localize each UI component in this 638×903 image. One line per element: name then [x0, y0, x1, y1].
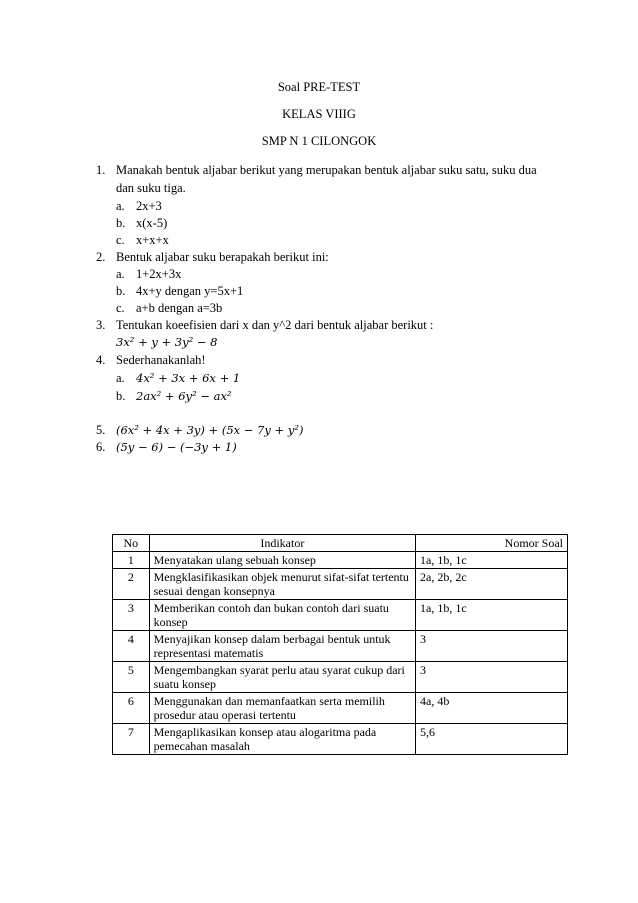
q4-option-a: 4x² + 3x + 6x + 1: [136, 371, 241, 385]
indicator-table: [112, 534, 568, 755]
table-row: [113, 631, 568, 662]
row-no: 2: [113, 569, 150, 600]
q2-option-c: a+b dengan a=3b: [136, 301, 223, 315]
table-row: [113, 600, 568, 631]
header-nomor-soal: Nomor Soal: [416, 535, 568, 552]
q1-option-letter: c.: [116, 233, 125, 247]
row-no: 3: [113, 600, 150, 631]
row-nomor-soal: 3: [416, 662, 568, 693]
row-indikator: Mengklasifikasikan objek menurut sifat-sifat tertentu sesuai dengan konsepnya: [149, 569, 415, 600]
row-no: 4: [113, 631, 150, 662]
q4-number: 4.: [96, 353, 106, 367]
q3-expression: 3x² + y + 3y² − 8: [116, 335, 218, 349]
header-indikator: Indikator: [149, 535, 415, 552]
row-no: 7: [113, 724, 150, 755]
q6-expression: (5y − 6) − (−3y + 1): [116, 440, 237, 454]
q2-option-letter: c.: [116, 301, 125, 315]
q1-option-letter: b.: [116, 216, 126, 230]
row-indikator: Menyatakan ulang sebuah konsep: [149, 552, 415, 569]
row-nomor-soal: 1a, 1b, 1c: [416, 600, 568, 631]
q5-number: 5.: [96, 423, 106, 437]
q3-text: Tentukan koeefisien dari x dan y^2 dari bentuk aljabar berikut :: [116, 318, 434, 332]
q2-option-b: 4x+y dengan y=5x+1: [136, 284, 244, 298]
row-indikator: Menggunakan dan memanfaatkan serta memilih prosedur atau operasi tertentu: [149, 693, 415, 724]
q4-option-letter: a.: [116, 371, 125, 385]
row-nomor-soal: 4a, 4b: [416, 693, 568, 724]
table-row: [113, 693, 568, 724]
q2-option-letter: b.: [116, 284, 126, 298]
q6-number: 6.: [96, 440, 106, 454]
row-no: 6: [113, 693, 150, 724]
q1-option-letter: a.: [116, 199, 125, 213]
q1-number: 1.: [96, 163, 106, 177]
doc-title: Soal PRE-TEST: [277, 80, 361, 94]
q5-expression: (6x² + 4x + 3y) + (5x − 7y + y²): [116, 423, 304, 437]
doc-school: SMP N 1 CILONGOK: [261, 134, 377, 148]
table-row: [113, 662, 568, 693]
q1-text-line2: dan suku tiga.: [116, 181, 186, 195]
q1-option-b: x(x-5): [136, 216, 168, 230]
row-nomor-soal: 2a, 2b, 2c: [416, 569, 568, 600]
q2-text: Bentuk aljabar suku berapakah berikut ini:: [116, 250, 329, 264]
q4-option-b: 2ax² + 6y² − ax²: [136, 389, 232, 403]
doc-class: KELAS VIIIG: [282, 107, 356, 121]
q2-option-letter: a.: [116, 267, 125, 281]
row-nomor-soal: 3: [416, 631, 568, 662]
q4-option-letter: b.: [116, 389, 126, 403]
q2-option-a: 1+2x+3x: [136, 267, 182, 281]
row-indikator: Mengembangkan syarat perlu atau syarat cukup dari suatu konsep: [149, 662, 415, 693]
q2-number: 2.: [96, 250, 106, 264]
header-no: No: [113, 535, 150, 552]
q1-option-c: x+x+x: [136, 233, 169, 247]
row-no: 1: [113, 552, 150, 569]
table-header-row: [113, 535, 568, 552]
q1-option-a: 2x+3: [136, 199, 162, 213]
q4-text: Sederhanakanlah!: [116, 353, 206, 367]
row-nomor-soal: 5,6: [416, 724, 568, 755]
row-no: 5: [113, 662, 150, 693]
row-indikator: Menyajikan konsep dalam berbagai bentuk untuk representasi matematis: [149, 631, 415, 662]
table-row: [113, 569, 568, 600]
table-row: [113, 724, 568, 755]
q1-text-line1: Manakah bentuk aljabar berikut yang merupakan bentuk aljabar suku satu, suku dua: [116, 163, 537, 177]
q3-number: 3.: [96, 318, 106, 332]
table-row: [113, 552, 568, 569]
row-indikator: Mengaplikasikan konsep atau alogaritma pada pemecahan masalah: [149, 724, 415, 755]
row-nomor-soal: 1a, 1b, 1c: [416, 552, 568, 569]
row-indikator: Memberikan contoh dan bukan contoh dari suatu konsep: [149, 600, 415, 631]
